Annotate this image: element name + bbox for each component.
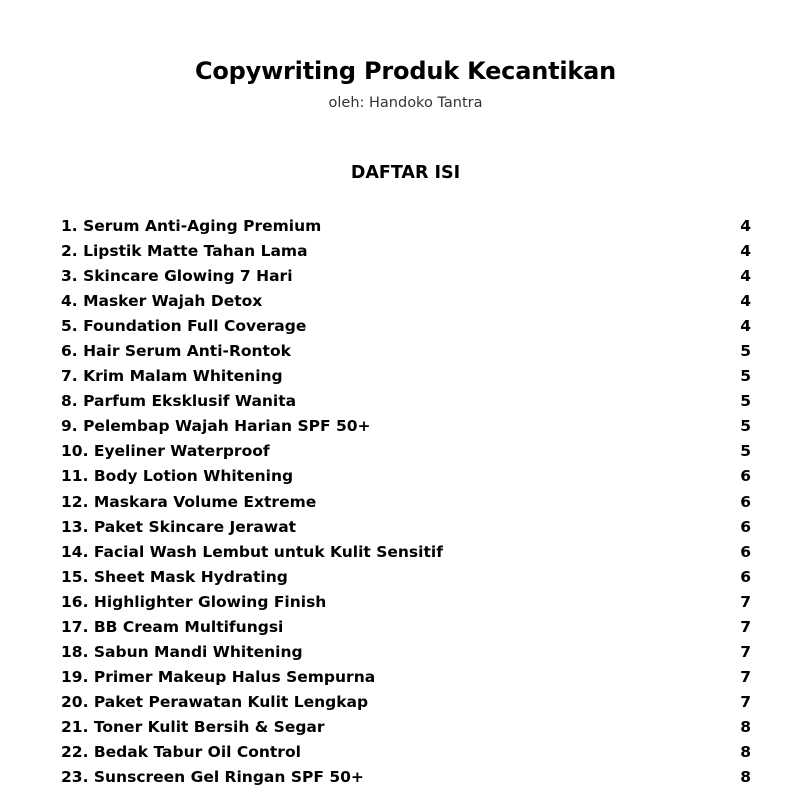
toc-entry-page-number: 7: [740, 617, 751, 636]
toc-entry[interactable]: [61, 339, 751, 364]
toc-entry[interactable]: [61, 389, 751, 414]
toc-entry[interactable]: [61, 364, 751, 389]
toc-entry-label[interactable]: 2. Lipstik Matte Tahan Lama: [61, 242, 308, 261]
toc-entry-page-number: 4: [740, 267, 751, 286]
toc-entry-label[interactable]: 13. Paket Skincare Jerawat: [61, 517, 297, 536]
toc-entry-page-number: 6: [740, 517, 751, 536]
toc-entry-label[interactable]: 1. Serum Anti-Aging Premium: [61, 217, 322, 236]
table-of-contents: [61, 214, 751, 790]
toc-entry-page-number: 4: [740, 242, 751, 261]
toc-entry-page-number: 6: [740, 467, 751, 486]
toc-entry-page-number: 5: [740, 417, 751, 436]
toc-entry-page-number: 5: [740, 442, 751, 461]
toc-entry[interactable]: [61, 615, 751, 640]
toc-entry-label[interactable]: 14. Facial Wash Lembut untuk Kulit Sensitif: [61, 542, 443, 561]
toc-entry[interactable]: [61, 214, 751, 239]
toc-entry[interactable]: [61, 565, 751, 590]
toc-entry[interactable]: [61, 239, 751, 264]
toc-entry-page-number: 6: [740, 542, 751, 561]
toc-entry-page-number: 4: [740, 292, 751, 311]
toc-entry[interactable]: [61, 640, 751, 665]
toc-entry-label[interactable]: 16. Highlighter Glowing Finish: [61, 592, 327, 611]
toc-entry-label[interactable]: 15. Sheet Mask Hydrating: [61, 567, 288, 586]
toc-entry[interactable]: [61, 515, 751, 540]
toc-entry[interactable]: [61, 490, 751, 515]
toc-entry-label[interactable]: 23. Sunscreen Gel Ringan SPF 50+: [61, 768, 364, 787]
toc-entry-label[interactable]: 3. Skincare Glowing 7 Hari: [61, 267, 293, 286]
toc-entry-label[interactable]: 5. Foundation Full Coverage: [61, 317, 307, 336]
toc-entry[interactable]: [61, 439, 751, 464]
toc-entry[interactable]: [61, 414, 751, 439]
toc-entry[interactable]: [61, 715, 751, 740]
toc-entry-label[interactable]: 9. Pelembap Wajah Harian SPF 50+: [61, 417, 371, 436]
toc-entry-page-number: 7: [740, 667, 751, 686]
toc-entry-page-number: 5: [740, 367, 751, 386]
toc-entry-label[interactable]: 19. Primer Makeup Halus Sempurna: [61, 667, 376, 686]
toc-entry-label[interactable]: 20. Paket Perawatan Kulit Lengkap: [61, 692, 369, 711]
toc-entry-page-number: 6: [740, 492, 751, 511]
toc-entry-label[interactable]: 4. Masker Wajah Detox: [61, 292, 263, 311]
toc-entry-page-number: 8: [740, 743, 751, 761]
toc-entry[interactable]: [61, 314, 751, 339]
toc-entry-label[interactable]: 22. Bedak Tabur Oil Control: [61, 743, 301, 761]
toc-entry-page-number: 7: [740, 692, 751, 711]
toc-entry[interactable]: [61, 264, 751, 289]
toc-entry-page-number: 4: [740, 317, 751, 336]
toc-entry-page-number: 5: [740, 392, 751, 411]
toc-entry-page-number: 6: [740, 567, 751, 586]
document-title: Copywriting Produk Kecantikan: [194, 57, 617, 85]
toc-entry-page-number: 8: [740, 717, 751, 736]
toc-entry-page-number: 4: [740, 217, 751, 236]
toc-entry-page-number: 5: [740, 342, 751, 361]
toc-entry-label[interactable]: 21. Toner Kulit Bersih & Segar: [61, 717, 325, 736]
toc-entry-label[interactable]: 10. Eyeliner Waterproof: [61, 442, 270, 461]
toc-entry-page-number: 7: [740, 592, 751, 611]
toc-entry[interactable]: [61, 765, 751, 790]
toc-entry-page-number: 8: [740, 768, 751, 787]
toc-entry[interactable]: [61, 740, 751, 765]
toc-entry[interactable]: [61, 665, 751, 690]
toc-entry-label[interactable]: 18. Sabun Mandi Whitening: [61, 642, 303, 661]
toc-entry-label[interactable]: 11. Body Lotion Whitening: [61, 467, 294, 486]
toc-entry[interactable]: [61, 590, 751, 615]
toc-entry-label[interactable]: 8. Parfum Eksklusif Wanita: [61, 392, 297, 411]
toc-entry-label[interactable]: 7. Krim Malam Whitening: [61, 367, 283, 386]
toc-entry-label[interactable]: 17. BB Cream Multifungsi: [61, 617, 284, 636]
toc-entry-label[interactable]: 6. Hair Serum Anti-Rontok: [61, 342, 291, 361]
toc-entry-label[interactable]: 12. Maskara Volume Extreme: [61, 492, 317, 511]
toc-entry[interactable]: [61, 289, 751, 314]
toc-entry-page-number: 7: [740, 642, 751, 661]
document-author: oleh: Handoko Tantra: [328, 95, 483, 111]
toc-entry[interactable]: [61, 690, 751, 715]
toc-entry[interactable]: [61, 464, 751, 489]
toc-entry[interactable]: [61, 540, 751, 565]
toc-heading: DAFTAR ISI: [350, 163, 461, 183]
